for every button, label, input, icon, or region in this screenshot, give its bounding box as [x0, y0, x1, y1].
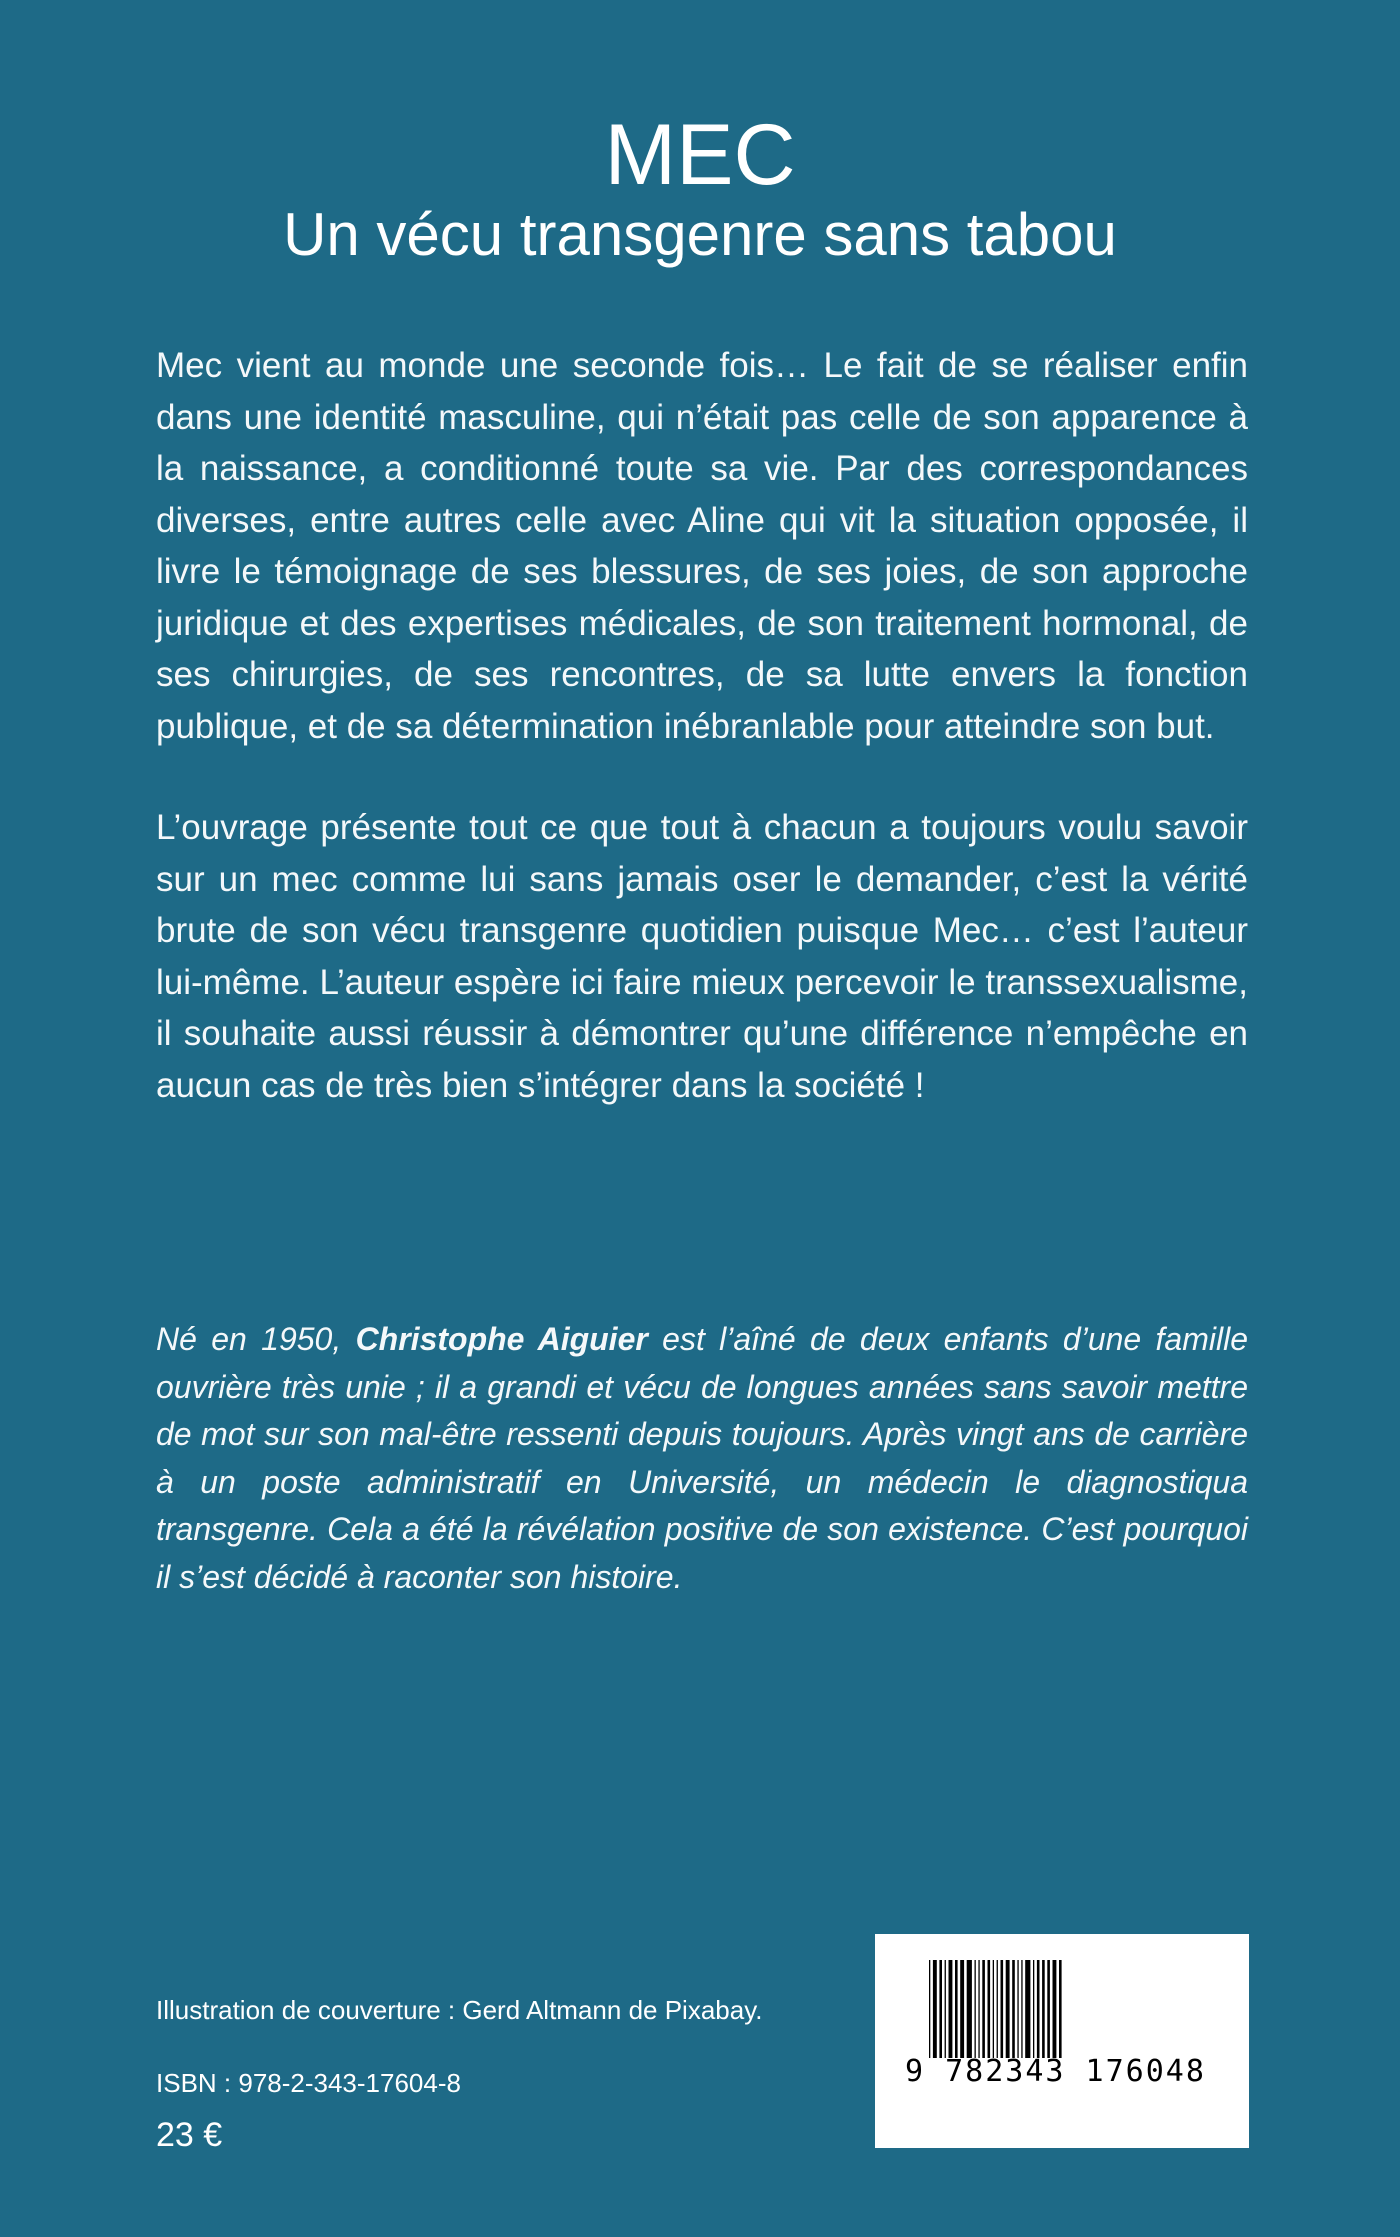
- barcode-digits: 9 782343 176048: [905, 2054, 1206, 2089]
- author-bio: [156, 1316, 1248, 1601]
- isbn: ISBN : 978-2-343-17604-8: [156, 2068, 461, 2098]
- illustration-credit: Illustration de couverture : Gerd Altmann de Pixabay.: [156, 1995, 763, 2025]
- book-title: MEC: [604, 107, 796, 203]
- author-name: Christophe Aiguier: [355, 1321, 648, 1357]
- book-subtitle: Un vécu transgenre sans tabou: [283, 201, 1117, 268]
- author-bio-text: est l’aîné de deux enfants d’une famille ouvrière très unie ; il a grandi et vécu de longues années sans savoir mettre de mot sur son mal-être ressenti depuis toujours. Après vingt ans de carrière à un poste administratif en Université, un médecin le diagnostiqua transgenre. Cela a été la révélation positive de son existence. C’est pourquoi il s’est décidé à raconter son histoire.: [156, 1321, 1249, 1595]
- author-bio-prefix: Né en 1950,: [156, 1321, 356, 1357]
- price: 23 €: [156, 2116, 223, 2154]
- synopsis-paragraph-1: Mec vient au monde une seconde fois… Le fait de se réaliser enfin dans une identité masculine, qui n’était pas celle de son apparence à la naissance, a conditionné toute sa vie. Par des correspondances diverses, entre autres celle avec Aline qui vit la situation opposée, il livre le témoignage de ses blessures, de ses joies, de son approche juridique et des expertises médicales, de son traitement hormonal, de ses chirurgies, de ses rencontres, de sa lutte envers la fonction publique, et de sa détermination inébranlable pour atteindre son but.: [156, 346, 1248, 746]
- barcode: [875, 1934, 1249, 2148]
- synopsis-paragraph-2: L’ouvrage présente tout ce que tout à chacun a toujours voulu savoir sur un mec comme lui sans jamais oser le demander, c’est la vérité brute de son vécu transgenre quotidien puisque Mec… c’est l’auteur lui-même. L’auteur espère ici faire mieux percevoir le transsexualisme, il souhaite aussi réussir à démontrer qu’une différence n’empêche en aucun cas de très bien s’intégrer dans la société !: [156, 808, 1248, 1105]
- barcode-bars-icon: [927, 1960, 1197, 2068]
